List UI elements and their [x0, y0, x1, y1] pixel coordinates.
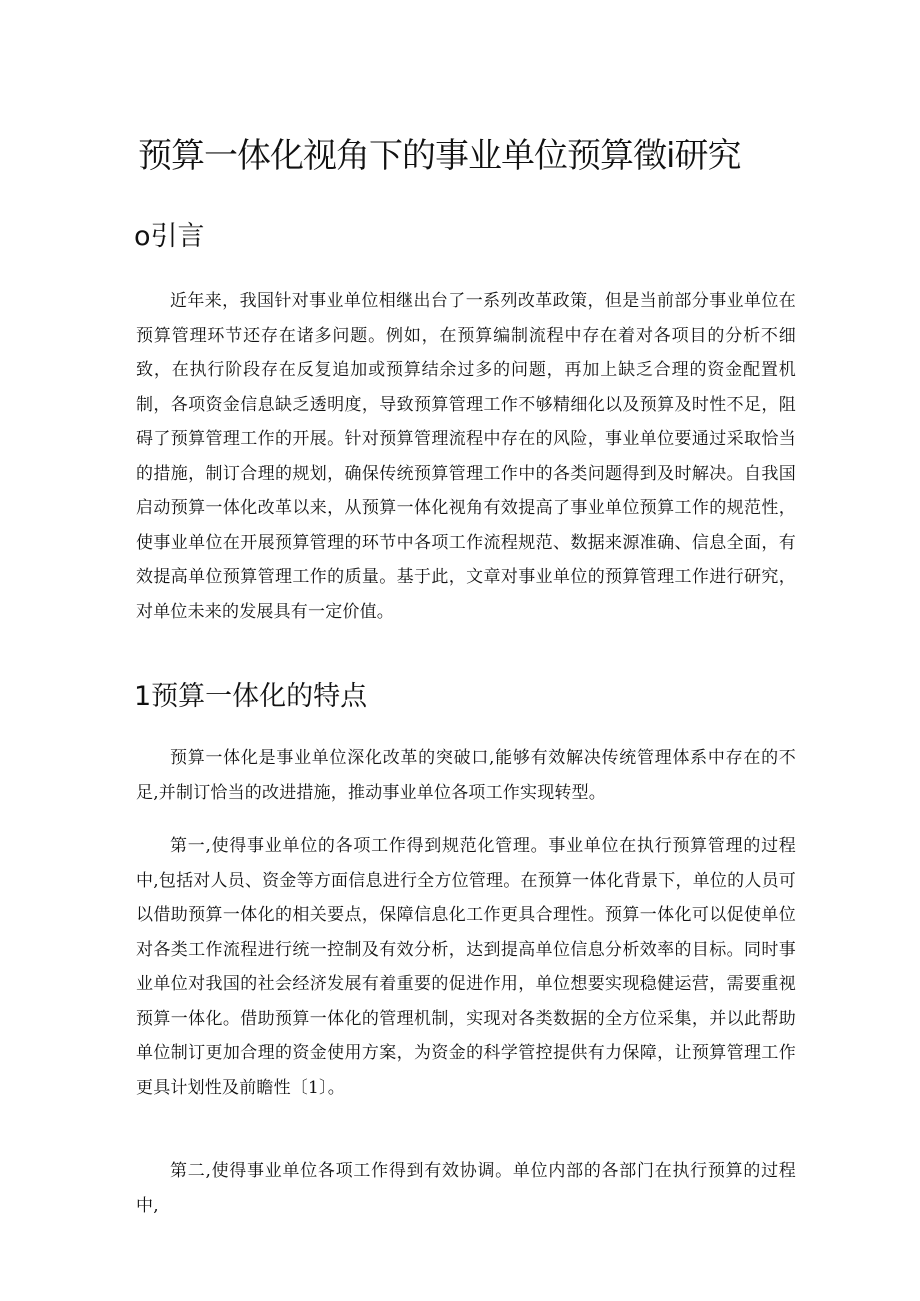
paragraph-features-second: 第二,使得事业单位各项工作得到有效协调。单位内部的各部门在执行预算的过程中,	[136, 1161, 796, 1216]
document-title: 预算一体化视角下的事业单位预算徵i研究	[138, 136, 741, 176]
section-heading-features: 1预算一体化的特点	[134, 681, 368, 712]
paragraph-introduction: 近年来，我国针对事业单位相继出台了一系列改革政策，但是当前部分事业单位在预算管理环节还存在诸多问题。例如，在预算编制流程中存在着对各项目的分析不细致，在执行阶段存在反复追加或预算结余过多的问题，再加上缺乏合理的资金配置机制，各项资金信息缺乏透明度，导致预算管理工作不够精细化以及预算及时性不足，阻碍了预算管理工作的开展。针对预算管理流程中存在的风险，事业单位要通过采取恰当的措施，制订合理的规划，确保传统预算管理工作中的各类问题得到及时解决。自我国启动预算一体化改革以来，从预算一体化视角有效提高了事业单位预算工作的规范性，使事业单位在开展预算管理的环节中各项工作流程规范、数据来源准确、信息全面，有效提高单位预算管理工作的质量。基于此，文章对事业单位的预算管理工作进行研究，对单位未来的发展具有一定价值。	[136, 291, 796, 622]
paragraph-features-first: 第一,使得事业单位的各项工作得到规范化管理。事业单位在执行预算管理的过程中,包括对人员、资金等方面信息进行全方位管理。在预算一体化背景下，单位的人员可以借助预算一体化的相关要点，保障信息化工作更具合理性。预算一体化可以促使单位对各类工作流程进行统一控制及有效分析，达到提高单位信息分析效率的目标。同时事业单位对我国的社会经济发展有着重要的促进作用，单位想要实现稳健运营，需要重视预算一体化。借助预算一体化的管理机制，实现对各类数据的全方位采集，并以此帮助单位制订更加合理的资金使用方案，为资金的科学管控提供有力保障，让预算管理工作更具计划性及前瞻性〔1〕。	[136, 836, 796, 1098]
section-heading-introduction: o引言	[134, 221, 205, 252]
paragraph-features-overview: 预算一体化是事业单位深化改革的突破口,能够有效解决传统管理体系中存在的不足,并制订恰当的改进措施，推动事业单位各项工作实现转型。	[136, 748, 796, 803]
